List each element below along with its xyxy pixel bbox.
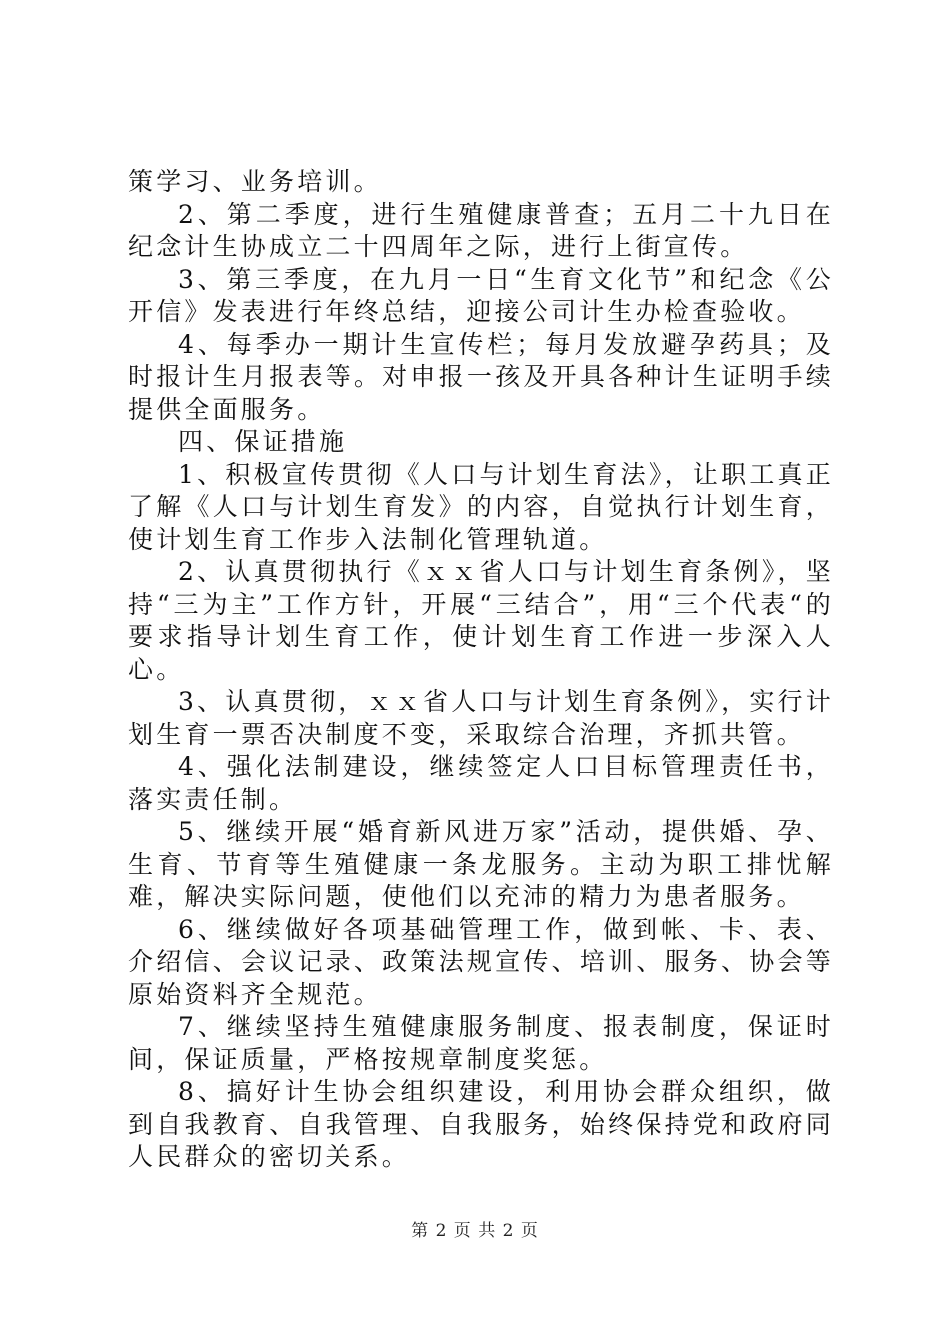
measure-item-2: 2、认真贯彻执行《ｘｘ省人口与计划生育条例》，坚持“三为主”工作方针，开展“三结合”，用“三个代表“的要求指导计划生育工作，使计划生育工作进一步深入人心。 xyxy=(128,557,834,684)
measure-item-5: 5、继续开展“婚育新风进万家”活动，提供婚、孕、生育、节育等生殖健康一条龙服务。主动为职工排忧解难，解决实际问题，使他们以充沛的精力为患者服务。 xyxy=(128,817,834,911)
measure-item-8: 8、搞好计生协会组织建设，利用协会群众组织，做到自我教育、自我管理、自我服务，始终保持党和政府同人民群众的密切关系。 xyxy=(128,1077,834,1171)
measure-item-4: 4、强化法制建设，继续签定人口目标管理责任书，落实责任制。 xyxy=(128,752,834,814)
measure-item-6: 6、继续做好各项基础管理工作，做到帐、卡、表、介绍信、会议记录、政策法规宣传、培训、服务、协会等原始资料齐全规范。 xyxy=(128,914,834,1009)
page-number: 第 2 页 共 2 页 xyxy=(411,1221,539,1241)
measure-item-1: 1、积极宣传贯彻《人口与计划生育法》，让职工真正了解《人口与计划生育发》的内容，自觉执行计划生育，使计划生育工作步入法制化管理轨道。 xyxy=(128,459,834,554)
page-footer xyxy=(0,1216,950,1241)
paragraph-item-2: 2、第二季度，进行生殖健康普查；五月二十九日在纪念计生协成立二十四周年之际，进行上街宣传。 xyxy=(128,199,834,261)
section-heading: 四、保证措施 xyxy=(178,427,348,456)
paragraph-item-4: 4、每季办一期计生宣传栏；每月发放避孕药具；及时报计生月报表等。对申报一孩及开具各种计生证明手续提供全面服务。 xyxy=(128,329,834,424)
paragraph-continuation: 策学习、业务培训。 xyxy=(128,167,382,196)
measure-item-7: 7、继续坚持生殖健康服务制度、报表制度，保证时间，保证质量，严格按规章制度奖惩。 xyxy=(128,1012,834,1074)
document-body xyxy=(128,166,834,1174)
measure-item-3: 3、认真贯彻，ｘｘ省人口与计划生育条例》，实行计划生育一票否决制度不变，采取综合治理，齐抓共管。 xyxy=(128,687,834,749)
paragraph-item-3: 3、第三季度，在九月一日“生育文化节”和纪念《公开信》发表进行年终总结，迎接公司计生办检查验收。 xyxy=(128,264,834,326)
